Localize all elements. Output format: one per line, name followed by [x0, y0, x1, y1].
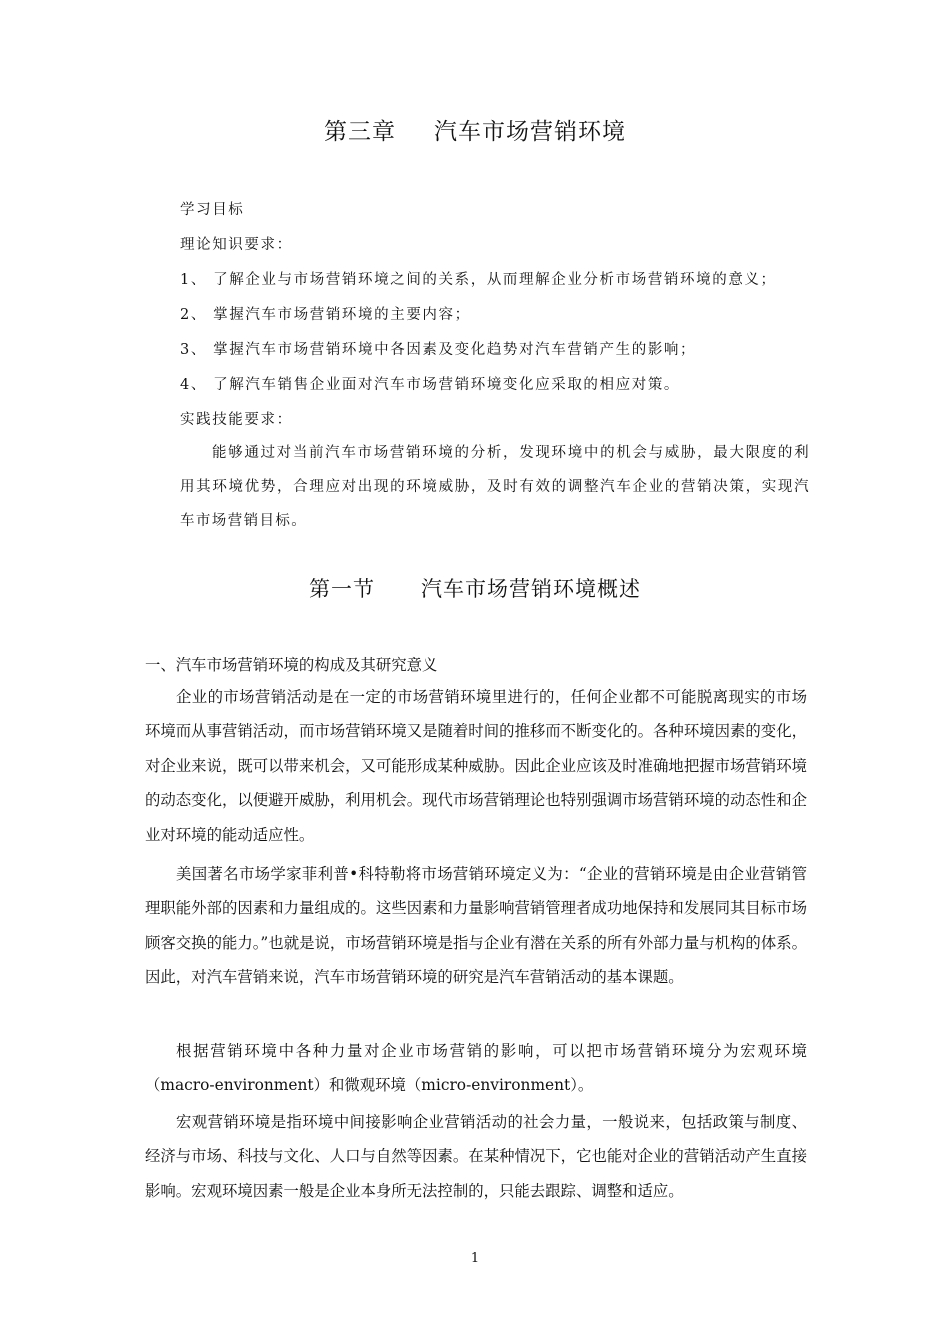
section-title-text: 汽车市场营销环境概述 [421, 577, 641, 601]
paragraph: 美国著名市场学家菲利普•科特勒将市场营销环境定义为：“企业的营销环境是由企业营销管理职能外部的因素和力量组成的。这些因素和力量影响营销管理者成功地保持和发展同其目标市场顾客交换的能力。”也就是说，市场营销环境是指与企业有潜在关系的所有外部力量与机构的体系。因此，对汽车营销来说，汽车市场营销环境的研究是汽车营销活动的基本课题。 [145, 865, 807, 987]
paragraph: 企业的市场营销活动是在一定的市场营销环境里进行的，任何企业都不可能脱离现实的市场环境而从事营销活动，而市场营销环境又是随着时间的推移而不断变化的。各种环境因素的变化，对企业来说，既可以带来机会，又可能形成某种威胁。因此企业应该及时准确地把握市场营销环境的动态变化，以便避开威胁，利用机会。现代市场营销理论也特别强调市场营销环境的动态性和企业对环境的能动适应性。 [145, 688, 807, 844]
objectives-heading: 学习目标 [180, 202, 245, 218]
practice-text: 能够通过对当前汽车市场营销环境的分析，发现环境中的机会与威胁，最大限度的利用其环境优势，合理应对出现的环境威胁，及时有效的调整汽车企业的营销决策，实现汽车市场营销目标。 [180, 445, 810, 529]
chapter-title [0, 113, 950, 146]
theory-item: 3、 掌握汽车市场营销环境中各因素及变化趋势对汽车营销产生的影响； [180, 342, 697, 358]
chapter-title-text: 汽车市场营销环境 [434, 119, 626, 145]
theory-item: 4、 了解汽车销售企业面对汽车市场营销环境变化应采取的相应对策。 [180, 377, 681, 393]
subsection-heading: 一、汽车市场营销环境的构成及其研究意义 [145, 656, 438, 674]
page-number: 1 [470, 1251, 480, 1266]
theory-item: 2、 掌握汽车市场营销环境的主要内容； [180, 307, 471, 323]
practice-heading: 实践技能要求： [180, 412, 293, 428]
paragraph: 根据营销环境中各种力量对企业市场营销的影响，可以把市场营销环境分为宏观环境（macro-environment）和微观环境（micro-environment）。 [145, 1042, 807, 1095]
chapter-number: 第三章 [324, 119, 396, 145]
theory-heading: 理论知识要求： [180, 237, 293, 253]
section-title [0, 573, 950, 603]
section-number: 第一节 [309, 577, 375, 601]
theory-item: 1、 了解企业与市场营销环境之间的关系，从而理解企业分析市场营销环境的意义； [180, 272, 777, 288]
paragraph: 宏观营销环境是指环境中间接影响企业营销活动的社会力量，一般说来，包括政策与制度、经济与市场、科技与文化、人口与自然等因素。在某种情况下，它也能对企业的营销活动产生直接影响。宏观环境因素一般是企业本身所无法控制的，只能去跟踪、调整和适应。 [145, 1113, 807, 1200]
